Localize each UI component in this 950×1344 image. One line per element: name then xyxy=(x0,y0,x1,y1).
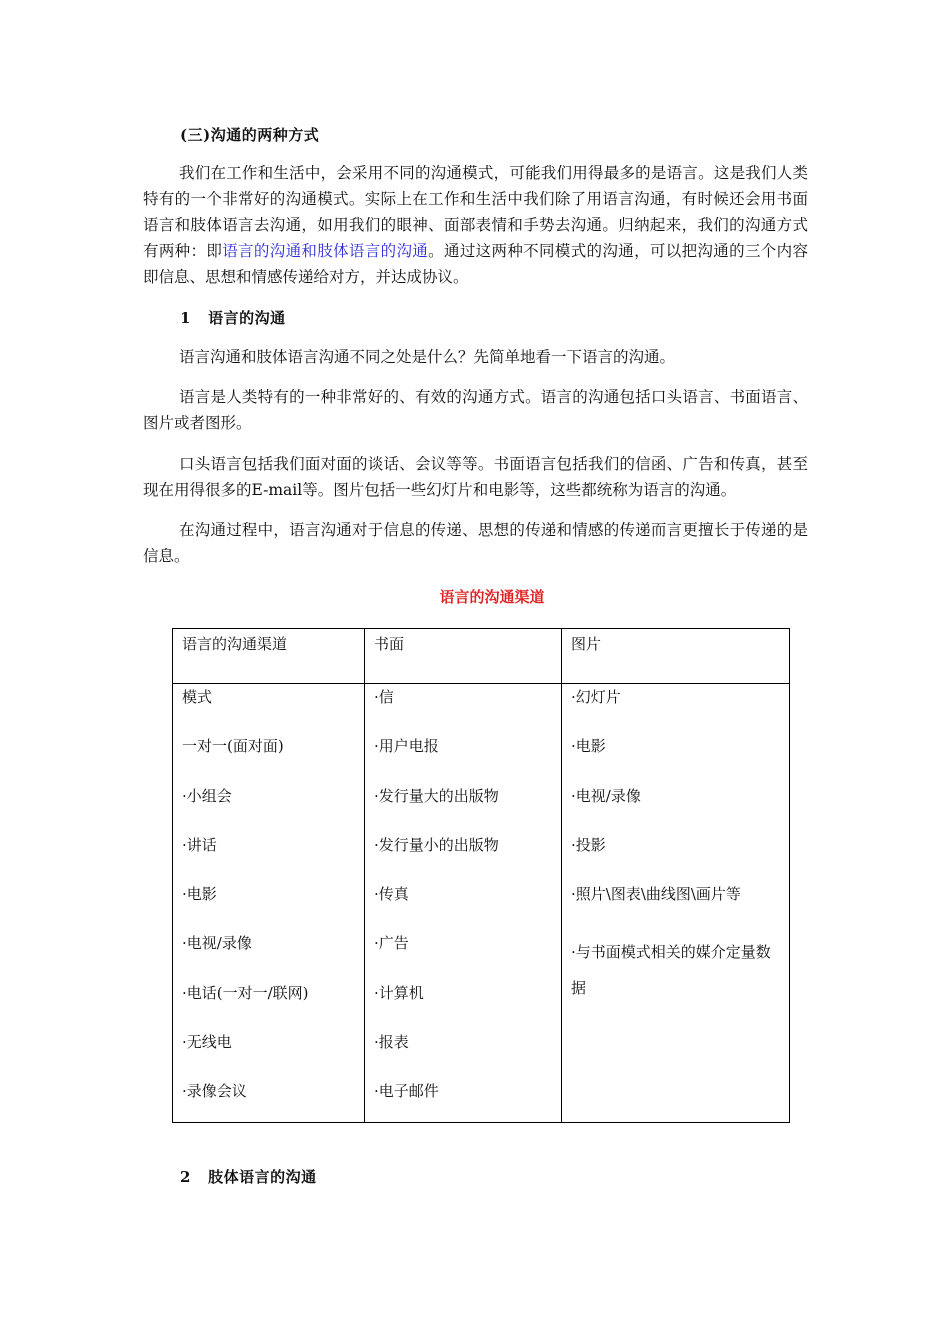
table-header-row xyxy=(173,629,790,684)
list-item: ·电影 xyxy=(571,737,606,756)
list-item: ·报表 xyxy=(374,1033,409,1052)
list-item: ·计算机 xyxy=(374,983,424,1002)
intro-highlight: 语言的沟通和肢体语言的沟通 xyxy=(222,242,429,260)
list-item: ·电视/录像 xyxy=(571,786,641,805)
list-item: ·发行量小的出版物 xyxy=(374,835,499,854)
list-item: ·无线电 xyxy=(182,1033,232,1052)
channels-table xyxy=(172,628,790,1123)
list-item: 一对一(面对面) xyxy=(182,737,284,756)
list-item: ·传真 xyxy=(374,885,409,904)
list-item: ·讲话 xyxy=(182,835,217,854)
list-item: 模式 xyxy=(182,688,213,706)
paragraph: 口头语言包括我们面对面的谈话、会议等等。书面语言包括我们的信函、广告和传真，甚至现在用得很多的E-mail等。图片包括一些幻灯片和电影等，这些都统称为语言的沟通。 xyxy=(143,455,808,499)
list-item: ·信 xyxy=(374,688,394,706)
subheading-title: 语言的沟通 xyxy=(208,309,286,327)
list-item: ·小组会 xyxy=(182,786,232,805)
subheading-number: 2 xyxy=(180,1168,191,1186)
table-body-row xyxy=(173,684,790,1123)
table-cell-images xyxy=(562,684,790,1123)
intro-paragraph xyxy=(143,160,808,290)
list-item: ·与书面模式相关的媒介定量数据 xyxy=(571,943,771,998)
list-item: ·发行量大的出版物 xyxy=(374,786,499,805)
list-item: ·电视/录像 xyxy=(182,934,252,953)
section-heading: (三)沟通的两种方式 xyxy=(180,126,320,144)
table-header-cell: 书面 xyxy=(365,629,562,684)
table-cell-written xyxy=(365,684,562,1123)
table-cell-spoken xyxy=(173,684,365,1123)
subheading-1 xyxy=(180,307,286,328)
intro-text: 我们在工作和生活中，会采用不同的沟通模式，可能我们用得最多的是语言。这是我们人类特有的一个非常好的沟通模式。实际上在工作和生活中我们除了用语言沟通，有时候还会用书面语言和肢体语言去沟通，如用我们的眼神、面部表情和手势去沟通。归纳起来，我们的沟通方式有两种：即 xyxy=(143,164,808,260)
list-item: ·幻灯片 xyxy=(571,688,621,706)
intro-text-end: 。通过这两种不同模式的沟通，可以把沟通的三个内容即信息、思想和情感传递给对方，并达成协议。 xyxy=(143,242,808,286)
paragraph: 语言是人类特有的一种非常好的、有效的沟通方式。语言的沟通包括口头语言、书面语言、图片或者图形。 xyxy=(143,388,808,432)
paragraph: 在沟通过程中，语言沟通对于信息的传递、思想的传递和情感的传递而言更擅长于传递的是信息。 xyxy=(143,521,808,565)
list-item: ·电子邮件 xyxy=(374,1082,439,1101)
list-item: ·广告 xyxy=(374,934,409,953)
list-item: ·电影 xyxy=(182,885,217,904)
list-item: ·录像会议 xyxy=(182,1082,247,1101)
table-caption: 语言的沟通渠道 xyxy=(439,588,545,606)
subheading-number: 1 xyxy=(180,309,191,327)
table-header-cell: 语言的沟通渠道 xyxy=(173,629,365,684)
list-item: ·电话(一对一/联网) xyxy=(182,983,309,1002)
table-header-cell: 图片 xyxy=(562,629,790,684)
subheading-title: 肢体语言的沟通 xyxy=(208,1168,317,1186)
paragraph: 语言沟通和肢体语言沟通不同之处是什么？先简单地看一下语言的沟通。 xyxy=(179,348,676,366)
list-item: ·用户电报 xyxy=(374,737,439,756)
subheading-2 xyxy=(180,1166,317,1187)
list-item: ·投影 xyxy=(571,835,606,854)
list-item: ·照片\图表\曲线图\画片等 xyxy=(571,885,741,904)
